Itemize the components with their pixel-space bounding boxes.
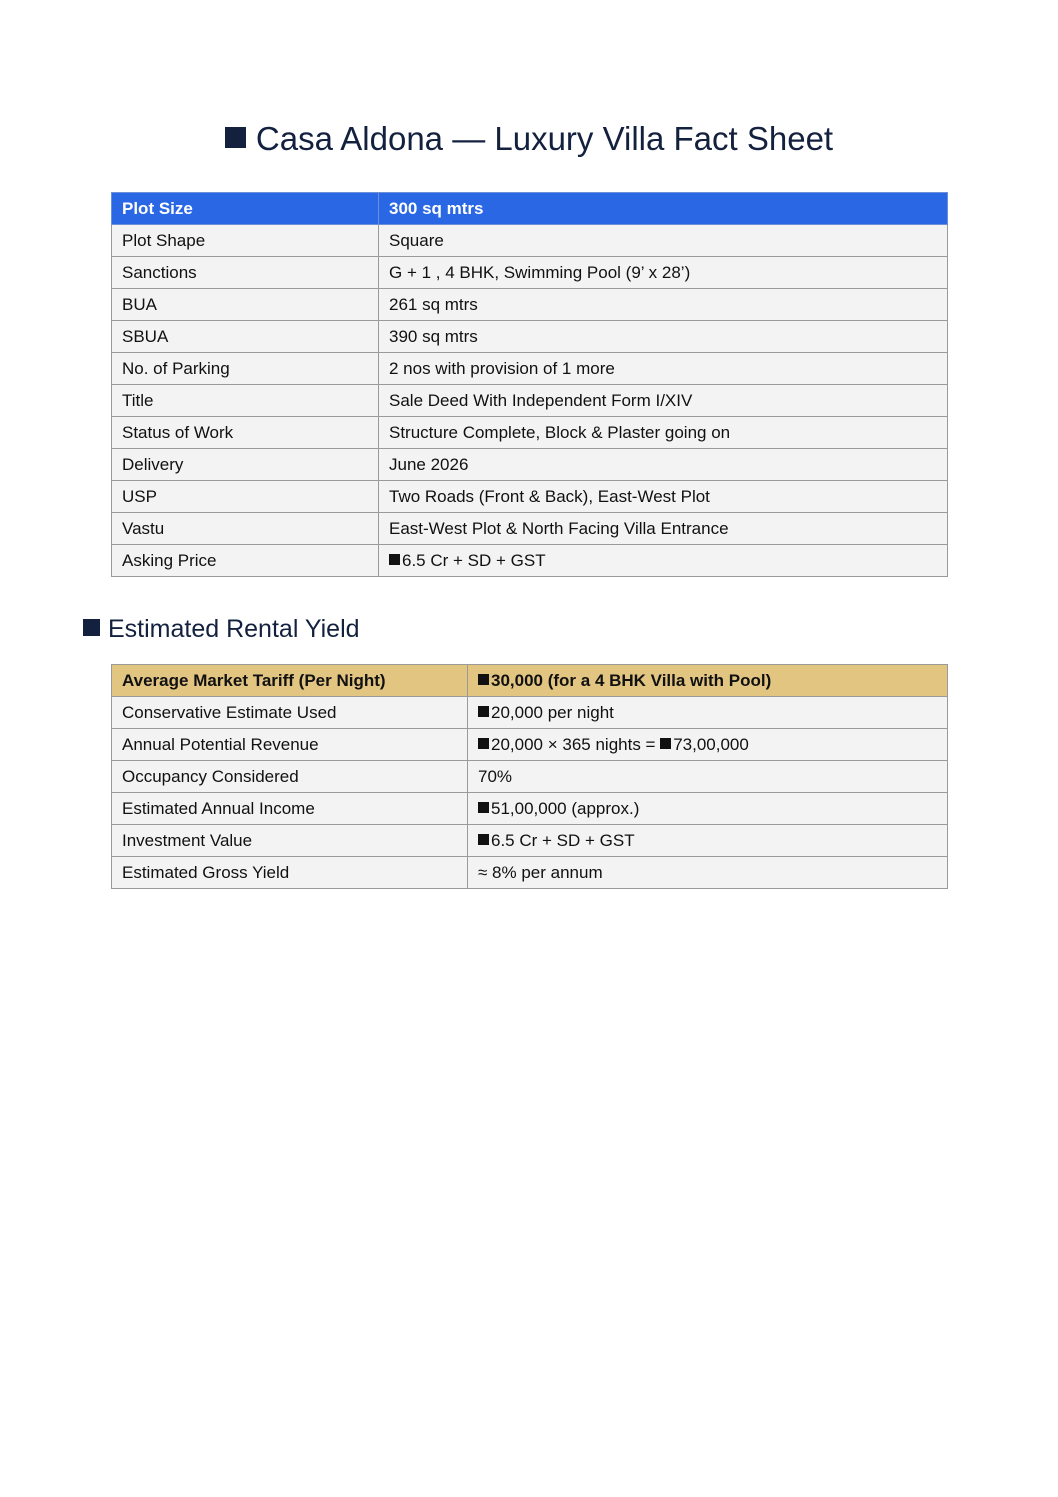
- row-label-cell: Conservative Estimate Used: [112, 697, 468, 729]
- table-header-row: [112, 665, 948, 697]
- table-row: [112, 697, 948, 729]
- black-square-icon: [83, 619, 100, 636]
- section-heading-text: Estimated Rental Yield: [108, 615, 360, 643]
- villa-facts-table: [111, 192, 948, 577]
- header-value-cell: [468, 665, 948, 697]
- table-row: [112, 729, 948, 761]
- row-value-cell: Square: [379, 225, 948, 257]
- row-label-cell: Occupancy Considered: [112, 761, 468, 793]
- row-label-cell: Sanctions: [112, 257, 379, 289]
- table-row: [112, 289, 948, 321]
- row-value-cell: ≈ 8% per annum: [468, 857, 948, 889]
- rental-yield-table: [111, 664, 948, 889]
- row-value-cell: [379, 545, 948, 577]
- row-label-cell: BUA: [112, 289, 379, 321]
- row-value-cell: 70%: [468, 761, 948, 793]
- table-row: [112, 417, 948, 449]
- table-row: [112, 857, 948, 889]
- tariff-value: 30,000 (for a 4 BHK Villa with Pool): [491, 670, 772, 690]
- table-row: [112, 761, 948, 793]
- row-value-cell: 2 nos with provision of 1 more: [379, 353, 948, 385]
- row-value-text: 51,00,000 (approx.): [491, 798, 640, 818]
- table-row: [112, 321, 948, 353]
- row-label-cell: Delivery: [112, 449, 379, 481]
- row-value-text: 20,000 per night: [491, 702, 614, 722]
- row-value-cell: G + 1 , 4 BHK, Swimming Pool (9’ x 28’): [379, 257, 948, 289]
- rupee-icon: [478, 802, 489, 813]
- row-value-text: 6.5 Cr + SD + GST: [491, 830, 635, 850]
- row-value-text: 20,000 × 365 nights =: [491, 734, 661, 754]
- row-label-cell: Status of Work: [112, 417, 379, 449]
- row-value-cell: East-West Plot & North Facing Villa Entrance: [379, 513, 948, 545]
- table-row: [112, 353, 948, 385]
- row-label-cell: Estimated Annual Income: [112, 793, 468, 825]
- row-value-cell: June 2026: [379, 449, 948, 481]
- header-label-cell: Average Market Tariff (Per Night): [112, 665, 468, 697]
- row-label-cell: Estimated Gross Yield: [112, 857, 468, 889]
- row-label-cell: SBUA: [112, 321, 379, 353]
- row-label-cell: Title: [112, 385, 379, 417]
- table-row: [112, 793, 948, 825]
- asking-price-value: 6.5 Cr + SD + GST: [402, 550, 546, 570]
- table-row: [112, 545, 948, 577]
- header-value-cell: 300 sq mtrs: [379, 193, 948, 225]
- table-row: [112, 825, 948, 857]
- row-value-cell: Sale Deed With Independent Form I/XIV: [379, 385, 948, 417]
- rupee-icon: [389, 554, 400, 565]
- row-value-cell: [468, 729, 948, 761]
- row-value-cell: [468, 825, 948, 857]
- row-value-cell: 261 sq mtrs: [379, 289, 948, 321]
- section-heading: [83, 612, 360, 646]
- table-row: [112, 449, 948, 481]
- table-header-row: [112, 193, 948, 225]
- black-square-icon: [225, 127, 246, 148]
- rupee-icon: [478, 674, 489, 685]
- row-value-cell: Two Roads (Front & Back), East-West Plot: [379, 481, 948, 513]
- row-value-cell: [468, 793, 948, 825]
- rupee-icon: [478, 738, 489, 749]
- row-value-cell: Structure Complete, Block & Plaster going on: [379, 417, 948, 449]
- row-label-cell: Vastu: [112, 513, 379, 545]
- row-value-text: 73,00,000: [673, 734, 749, 754]
- table-row: [112, 513, 948, 545]
- row-label-cell: No. of Parking: [112, 353, 379, 385]
- page-title-text: Casa Aldona — Luxury Villa Fact Sheet: [255, 120, 834, 157]
- rupee-icon: [660, 738, 671, 749]
- row-label-cell: Annual Potential Revenue: [112, 729, 468, 761]
- row-label-cell: Plot Shape: [112, 225, 379, 257]
- row-value-cell: 390 sq mtrs: [379, 321, 948, 353]
- row-label-cell: USP: [112, 481, 379, 513]
- page-title: [0, 117, 1058, 161]
- table-row: [112, 481, 948, 513]
- row-label-cell: Asking Price: [112, 545, 379, 577]
- table-row: [112, 385, 948, 417]
- rupee-icon: [478, 834, 489, 845]
- header-label-cell: Plot Size: [112, 193, 379, 225]
- row-value-cell: [468, 697, 948, 729]
- table-row: [112, 225, 948, 257]
- rupee-icon: [478, 706, 489, 717]
- row-label-cell: Investment Value: [112, 825, 468, 857]
- table-row: [112, 257, 948, 289]
